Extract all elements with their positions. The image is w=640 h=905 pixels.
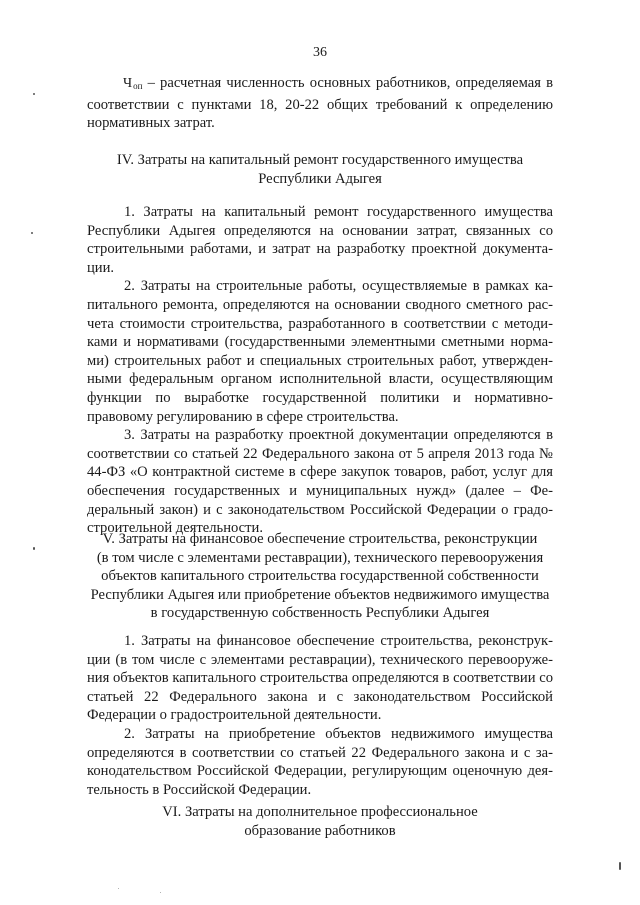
- section-5-body: [87, 632, 553, 799]
- paragraph: 2. Затраты на приобретение объектов недвижимого имущества определяются в соответствии со статьей 22 Федерального закона и с законодательством Российской Федерации, регулирующим оценочную деятельность в Российской Федерации.: [87, 725, 553, 798]
- paragraph: 1. Затраты на финансовое обеспечение строительства, реконструкции (в том числе с элементами реставрации), технического перевооружения объектов капитального строительства определяются в соответствии со статьей 22 Федерального закона и с законодательством Российской Федерации о градостроительной деятельности.: [87, 633, 553, 724]
- paragraph: 2. Затраты на строительные работы, осуществляемые в рамках капитального ремонта, определяются на основании сводного сметного расчета стоимости строительства, разработанного в соответствии с методиками и нормативами (государственными элементными сметными нормами) строительных работ и специальных строительных работ, утвержденными федеральным органом исполнительной власти, осуществляющим функции по выработке государственной политики и нормативно-правовому регулированию в сфере строительства.: [87, 278, 553, 425]
- page-number: 36: [313, 45, 327, 60]
- section-heading-5: V. Затраты на финансовое обеспечение строительства, реконструкции (в том числе с элементами реставрации), технического перевооружения объектов капитального строительства государственной собственности Республики Адыгея или приобретение объектов недвижимого имущества в государственную собственность Республики Адыгея: [90, 531, 550, 622]
- section-heading-6: VI. Затраты на дополнительное профессиональное образование работников: [162, 804, 478, 839]
- section-4-body: [87, 203, 553, 538]
- variable-subscript: оп: [133, 81, 143, 91]
- scan-speck: [160, 892, 161, 893]
- scan-speck: [33, 93, 35, 95]
- paragraph: 1. Затраты на капитальный ремонт государственного имущества Республики Адыгея определяются на основании затрат, связанных со строительными работами, и затрат на разработку проектной документации.: [87, 204, 553, 276]
- paragraph: 3. Затраты на разработку проектной документации определяются в соответствии со статьей 22 Федерального закона от 5 апреля 2013 года № 44-ФЗ «О контрактной системе в сфере закупок товаров, работ, услуг для обеспечения государственных и муниципальных нужд» (далее – Федеральный закон) и с законодательством Российской Федерации о градостроительной деятельности.: [87, 427, 553, 537]
- variable-definition: [87, 74, 553, 133]
- definition-text: – расчетная численность основных работников, определяемая в соответствии с пунктами 18, 20-22 общих требований к определению нормативных затрат.: [87, 75, 553, 132]
- variable-symbol: Ч: [123, 76, 133, 91]
- scan-speck: [33, 547, 35, 550]
- scan-speck: [118, 888, 119, 889]
- scan-speck: [619, 862, 621, 870]
- section-heading-4: IV. Затраты на капитальный ремонт государственного имущества Республики Адыгея: [116, 152, 524, 187]
- scan-speck: [31, 232, 33, 234]
